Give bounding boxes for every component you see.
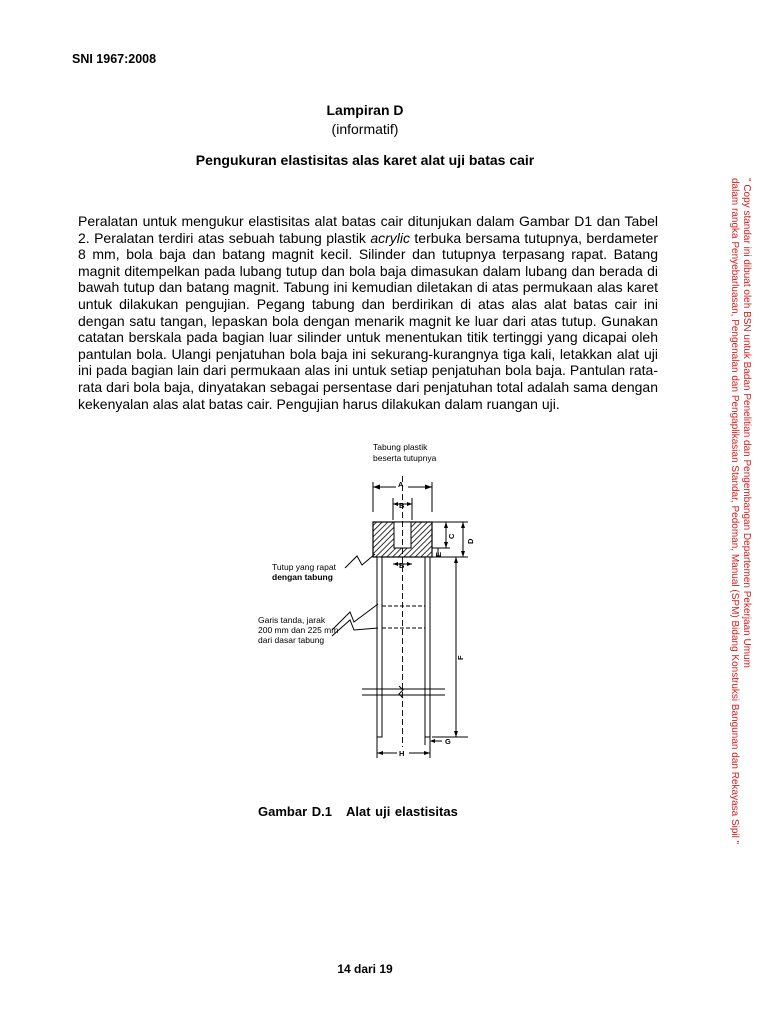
tube-wall-right xyxy=(425,557,430,737)
caption-title: Alat uji elastisitas xyxy=(345,804,458,819)
dim-b-label: B xyxy=(399,501,405,510)
apparatus-diagram xyxy=(250,442,500,790)
paragraph-text-a: Peralatan untuk mengukur elastisitas alat batas cair ditunjukan dalam Gambar D1 dan Tabel 2. Peralatan terdiri atas sebuah tabung plastik xyxy=(78,213,658,246)
watermark-line-1: " Copy standar ini dibuat oleh BSN untuk Badan Penelitian dan Pengembangan Departemen Pekerjaan Umum xyxy=(741,178,752,668)
standard-code: SNI 1967:2008 xyxy=(72,52,157,66)
leader-cap xyxy=(345,554,375,568)
dim-c-label: C xyxy=(447,533,456,539)
appendix-title: Lampiran D xyxy=(326,102,404,118)
caption-number: Gambar D.1 xyxy=(258,804,332,819)
tube-wall-left xyxy=(377,557,382,737)
appendix-heading: Pengukuran elastisitas alas karet alat uji batas cair xyxy=(195,152,535,168)
label-tube: Tabung plastik beserta tutupnya xyxy=(373,442,437,463)
label-marks: Garis tanda, jarak 200 mm dan 225 mm dari dasar tabung xyxy=(258,615,339,645)
dim-h-label: H xyxy=(399,749,405,758)
page-number: 14 dari 19 xyxy=(337,962,393,976)
dim-b-lower-label: B xyxy=(399,561,405,570)
body-paragraph xyxy=(78,213,658,412)
figure-caption xyxy=(258,804,458,819)
label-cap: Tutup yang rapat dengan tabung xyxy=(272,562,336,582)
dim-f-label: F xyxy=(456,655,465,660)
paragraph-text-b: terbuka bersama tutupnya, berdameter 8 mm, bola baja dan batang magnit kecil. Silinder dan tutupnya terpasang rapat. Batang magnit ditempelkan pada lubang tutup dan bola baja dimasukan dalam lubang dan berada di bawah tutup dan batang magnit. Tabung ini kemudian diletakan di atas permukaan alas karet untuk dilakukan pengujian. Pegang tabung dan berdirikan di atas alas alat batas cair ini dengan satu tangan, lepaskan bola dengan menarik magnit ke luar dari atas tutup. Gunakan catatan berskala pada bagian luar silinder untuk menentukan titik tertinggi yang dicapai oleh pantulan bola. Ulangi penjatuhan bola baja ini sekurang-kurangnya tiga kali, letakkan alat uji ini pada bagian lain dari permukaan alas ini untuk setiap penjatuhan bola baja. Pantulan rata-rata dari bola baja, dinyatakan sebagai persentase dari penjatuhan total adalah sama dengan kekenyalan alas alat batas cair. Pengujian harus dilakukan dalam ruangan uji. xyxy=(78,229,658,412)
figure-d1 xyxy=(250,442,500,790)
dim-a-label: A xyxy=(398,480,404,489)
dim-e-label: E xyxy=(434,551,443,557)
watermark-line-2: dalam rangka Penyebarluasan, Pengenalan dan Pengaplikasian Standar, Pedoman, Manual (SPM) Bidang Konstruksi Bangunan dan Rekayasa Sipil " xyxy=(729,178,740,845)
dim-d-label: D xyxy=(466,538,475,544)
dim-g-label: G xyxy=(445,737,451,746)
appendix-type: (informatif) xyxy=(331,121,399,137)
paragraph-italic-term: acrylic xyxy=(370,229,411,246)
